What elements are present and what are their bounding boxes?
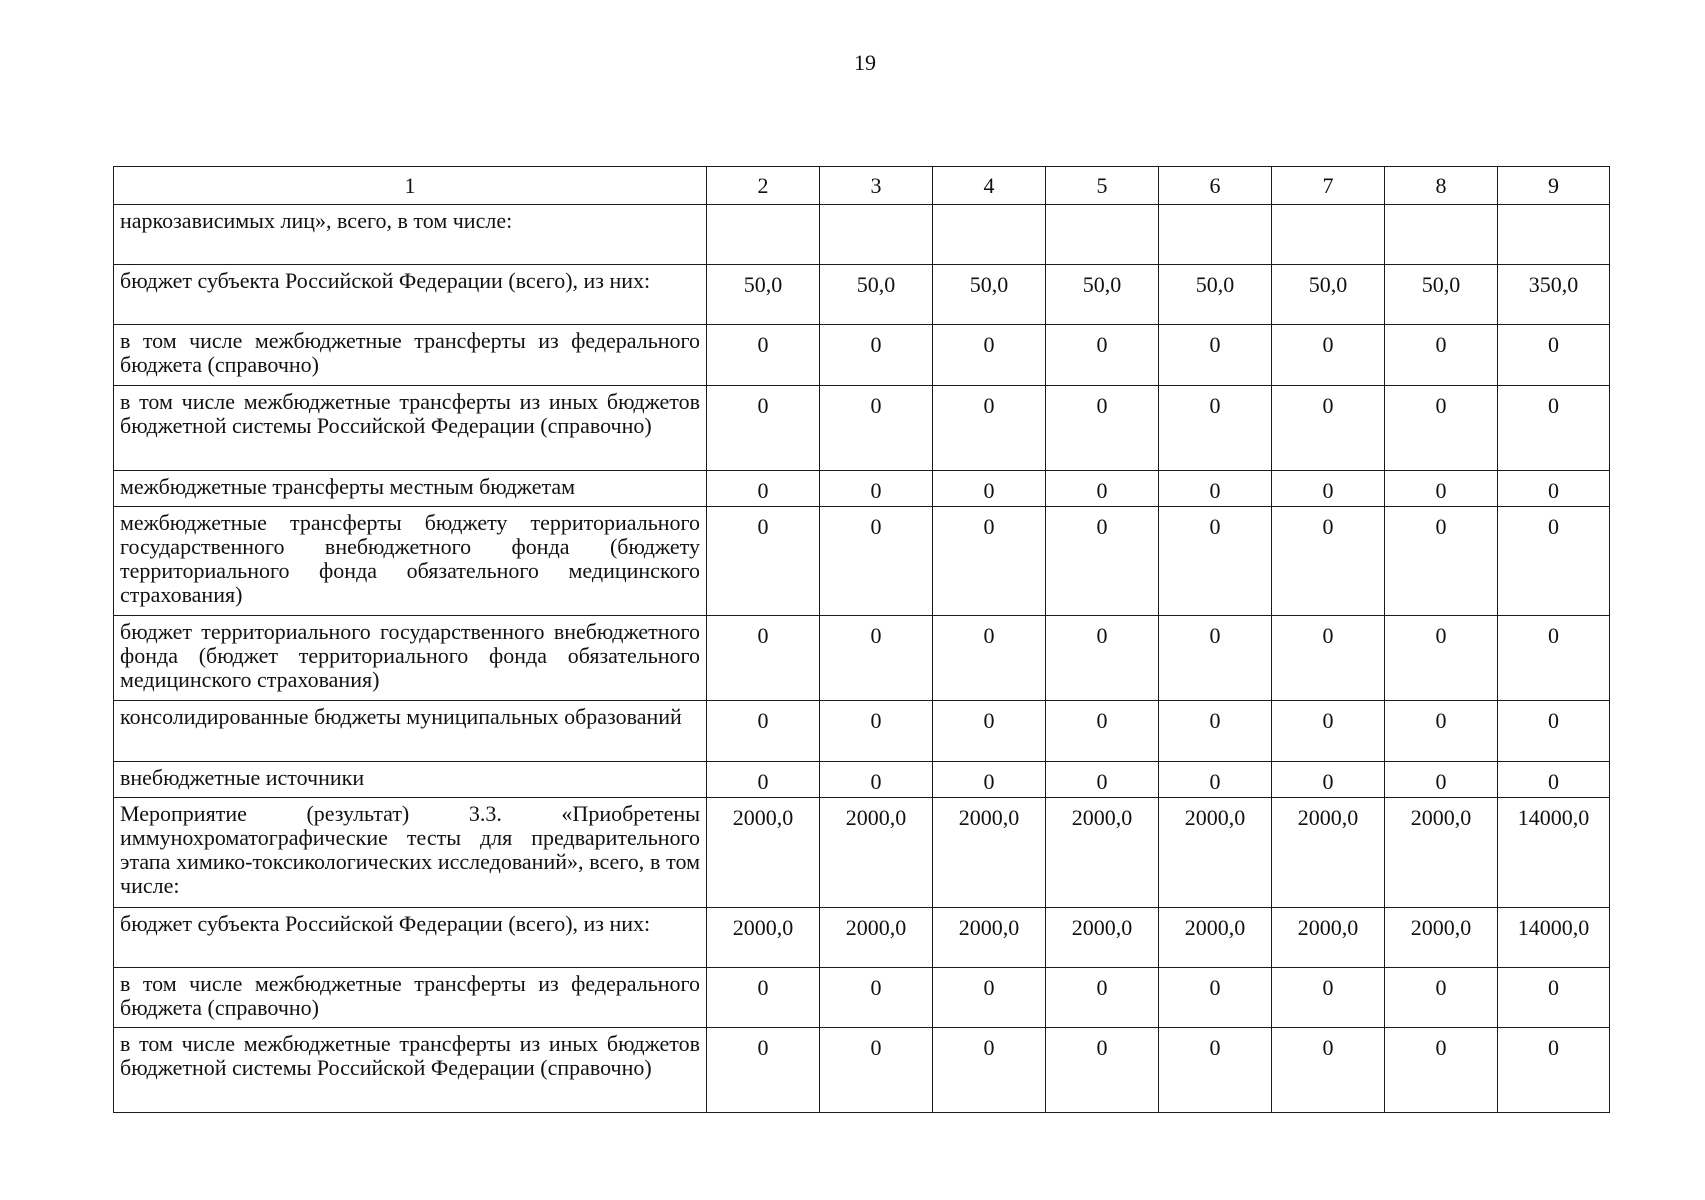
value-cell: 0 (1498, 762, 1610, 798)
value-cell: 0 (1046, 968, 1159, 1028)
value-cell: 0 (1498, 507, 1610, 616)
value-cell: 2000,0 (1272, 798, 1385, 908)
value-cell: 0 (707, 325, 820, 386)
row-label: наркозависимых лиц», всего, в том числе: (114, 205, 707, 265)
row-label: межбюджетные трансферты местным бюджетам (114, 471, 707, 507)
table-row (114, 507, 1610, 616)
value-cell: 2000,0 (933, 798, 1046, 908)
value-cell: 0 (1046, 386, 1159, 471)
table-row (114, 1028, 1610, 1113)
value-cell: 0 (1159, 507, 1272, 616)
value-cell: 50,0 (1385, 265, 1498, 325)
table-row (114, 265, 1610, 325)
value-cell: 0 (1385, 471, 1498, 507)
value-cell: 0 (820, 325, 933, 386)
value-cell: 2000,0 (1046, 908, 1159, 968)
value-cell: 0 (820, 968, 933, 1028)
value-cell: 0 (1159, 762, 1272, 798)
value-cell: 0 (1272, 507, 1385, 616)
column-header: 6 (1159, 167, 1272, 205)
value-cell: 0 (707, 616, 820, 701)
value-cell: 0 (1498, 325, 1610, 386)
budget-table (113, 166, 1610, 1113)
value-cell: 0 (820, 507, 933, 616)
value-cell: 0 (933, 616, 1046, 701)
value-cell: 0 (1272, 616, 1385, 701)
value-cell: 2000,0 (1159, 908, 1272, 968)
table-row (114, 325, 1610, 386)
value-cell (1272, 205, 1385, 265)
value-cell: 0 (1159, 968, 1272, 1028)
value-cell: 0 (1498, 471, 1610, 507)
value-cell: 0 (1046, 762, 1159, 798)
value-cell: 0 (707, 471, 820, 507)
value-cell: 0 (1046, 507, 1159, 616)
value-cell: 0 (1498, 386, 1610, 471)
value-cell: 0 (1272, 386, 1385, 471)
value-cell (1385, 205, 1498, 265)
value-cell: 2000,0 (820, 798, 933, 908)
value-cell: 2000,0 (1046, 798, 1159, 908)
value-cell: 0 (707, 701, 820, 762)
value-cell: 0 (1159, 471, 1272, 507)
row-label: Мероприятие (результат) 3.3. «Приобретены иммунохроматографические тесты для предварительного этапа химико-токсикологических исследований», всего, в том числе: (114, 798, 707, 908)
value-cell: 0 (1046, 616, 1159, 701)
value-cell: 0 (1385, 968, 1498, 1028)
value-cell: 0 (707, 762, 820, 798)
column-number-row (114, 167, 1610, 205)
table-row (114, 968, 1610, 1028)
value-cell: 50,0 (933, 265, 1046, 325)
value-cell: 0 (933, 701, 1046, 762)
column-header: 2 (707, 167, 820, 205)
value-cell: 50,0 (1272, 265, 1385, 325)
table-row (114, 798, 1610, 908)
value-cell: 50,0 (1159, 265, 1272, 325)
value-cell: 2000,0 (820, 908, 933, 968)
value-cell: 0 (1498, 701, 1610, 762)
value-cell: 0 (1159, 701, 1272, 762)
value-cell: 0 (707, 386, 820, 471)
value-cell: 2000,0 (1272, 908, 1385, 968)
value-cell: 0 (933, 386, 1046, 471)
value-cell: 0 (933, 325, 1046, 386)
value-cell: 0 (1385, 325, 1498, 386)
value-cell: 0 (1272, 762, 1385, 798)
value-cell: 0 (933, 507, 1046, 616)
value-cell: 0 (820, 616, 933, 701)
value-cell: 0 (1498, 968, 1610, 1028)
column-header: 5 (1046, 167, 1159, 205)
value-cell: 0 (1046, 471, 1159, 507)
value-cell: 0 (933, 471, 1046, 507)
value-cell: 2000,0 (707, 908, 820, 968)
value-cell: 0 (1046, 325, 1159, 386)
row-label: бюджет территориального государственного внебюджетного фонда (бюджет территориального фонда обязательного медицинского страхования) (114, 616, 707, 701)
value-cell: 0 (707, 968, 820, 1028)
value-cell: 0 (820, 701, 933, 762)
value-cell: 2000,0 (933, 908, 1046, 968)
table-row (114, 701, 1610, 762)
table-row (114, 205, 1610, 265)
row-label: в том числе межбюджетные трансферты из иных бюджетов бюджетной системы Российской Федерации (справочно) (114, 1028, 707, 1113)
page-number: 19 (854, 50, 876, 75)
table-row (114, 762, 1610, 798)
value-cell: 0 (1385, 616, 1498, 701)
column-header: 7 (1272, 167, 1385, 205)
row-label: межбюджетные трансферты бюджету территориального государственного внебюджетного фонда (бюджету территориального фонда обязательного медицинского страхования) (114, 507, 707, 616)
value-cell: 0 (933, 762, 1046, 798)
row-label: внебюджетные источники (114, 762, 707, 798)
value-cell: 50,0 (1046, 265, 1159, 325)
value-cell: 0 (820, 471, 933, 507)
row-label: в том числе межбюджетные трансферты из иных бюджетов бюджетной системы Российской Федерации (справочно) (114, 386, 707, 471)
column-header: 8 (1385, 167, 1498, 205)
value-cell: 0 (1498, 1028, 1610, 1113)
row-label: в том числе межбюджетные трансферты из федерального бюджета (справочно) (114, 968, 707, 1028)
value-cell (707, 205, 820, 265)
value-cell: 0 (933, 1028, 1046, 1113)
table-row (114, 616, 1610, 701)
value-cell: 2000,0 (1385, 798, 1498, 908)
value-cell: 0 (1272, 325, 1385, 386)
value-cell: 0 (1498, 616, 1610, 701)
value-cell: 0 (1385, 386, 1498, 471)
value-cell: 14000,0 (1498, 908, 1610, 968)
value-cell: 0 (820, 1028, 933, 1113)
value-cell: 50,0 (707, 265, 820, 325)
value-cell (1046, 205, 1159, 265)
value-cell: 50,0 (820, 265, 933, 325)
value-cell: 14000,0 (1498, 798, 1610, 908)
value-cell: 0 (1272, 1028, 1385, 1113)
value-cell: 2000,0 (1159, 798, 1272, 908)
value-cell: 0 (1385, 701, 1498, 762)
value-cell: 2000,0 (707, 798, 820, 908)
value-cell: 350,0 (1498, 265, 1610, 325)
value-cell: 0 (1046, 1028, 1159, 1113)
column-header: 4 (933, 167, 1046, 205)
value-cell (1498, 205, 1610, 265)
value-cell: 0 (1385, 507, 1498, 616)
value-cell: 0 (1159, 386, 1272, 471)
value-cell: 0 (820, 386, 933, 471)
value-cell: 0 (1272, 968, 1385, 1028)
value-cell: 0 (707, 507, 820, 616)
table-row (114, 386, 1610, 471)
value-cell: 0 (820, 762, 933, 798)
value-cell: 0 (1272, 701, 1385, 762)
column-header: 9 (1498, 167, 1610, 205)
row-label: консолидированные бюджеты муниципальных образований (114, 701, 707, 762)
value-cell (933, 205, 1046, 265)
value-cell: 2000,0 (1385, 908, 1498, 968)
value-cell (1159, 205, 1272, 265)
value-cell: 0 (1159, 325, 1272, 386)
row-label: в том числе межбюджетные трансферты из федерального бюджета (справочно) (114, 325, 707, 386)
value-cell: 0 (1159, 1028, 1272, 1113)
value-cell: 0 (1159, 616, 1272, 701)
column-header: 3 (820, 167, 933, 205)
value-cell: 0 (933, 968, 1046, 1028)
value-cell: 0 (1385, 1028, 1498, 1113)
value-cell: 0 (707, 1028, 820, 1113)
row-label: бюджет субъекта Российской Федерации (всего), из них: (114, 265, 707, 325)
value-cell (820, 205, 933, 265)
column-header: 1 (114, 167, 707, 205)
value-cell: 0 (1046, 701, 1159, 762)
table-row (114, 908, 1610, 968)
value-cell: 0 (1272, 471, 1385, 507)
value-cell: 0 (1385, 762, 1498, 798)
table-row (114, 471, 1610, 507)
row-label: бюджет субъекта Российской Федерации (всего), из них: (114, 908, 707, 968)
